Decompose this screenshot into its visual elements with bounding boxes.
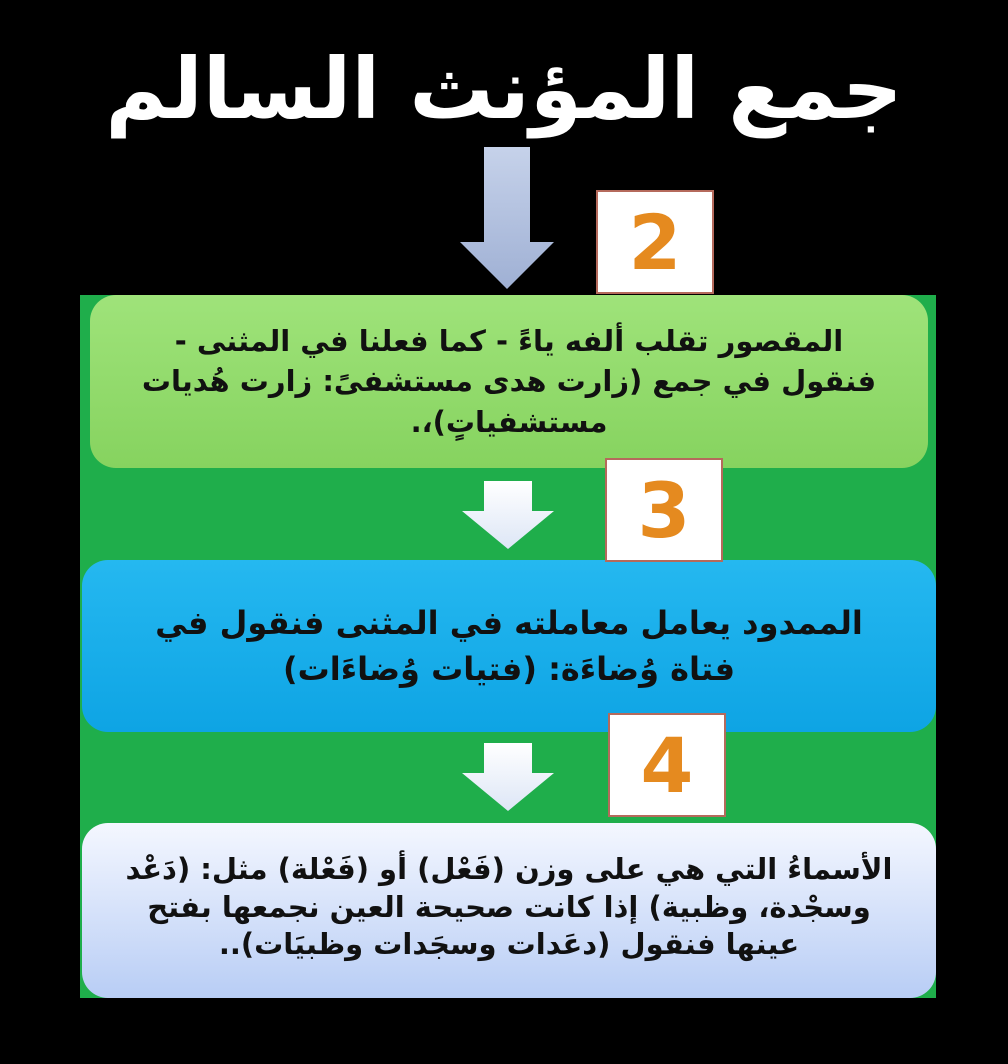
page-title: جمع المؤنث السالم — [105, 40, 903, 138]
down-arrow-icon — [462, 481, 554, 549]
step-number-3: 3 — [605, 458, 723, 562]
step-text-4: الأسماءُ التي هي على وزن (فَعْل) أو (فَعْلة) مثل: (دَعْد وسجْدة، وظبية) إذا كانت صحيحة العين نجمعها بفتح عينها فنقول (دعَدات وسجَدات وظبيَات).. — [125, 851, 893, 962]
step-number-2: 2 — [596, 190, 714, 294]
step-text-2: المقصور تقلب ألفه ياءً - كما فعلنا في المثنى - فنقول في جمع (زارت هدى مستشفىً: زارت هُديات مستشفياتٍ)،. — [141, 323, 877, 439]
step-box-2 — [90, 295, 928, 468]
down-arrow-icon — [460, 147, 554, 289]
step-box-3 — [82, 560, 936, 732]
down-arrow-icon — [462, 743, 554, 811]
step-text-3: الممدود يعامل معاملته في المثنى فنقول في فتاة وُضاءَة: (فتيات وُضاءَات) — [155, 603, 863, 688]
step-number-4: 4 — [608, 713, 726, 817]
step-box-4 — [82, 823, 936, 998]
